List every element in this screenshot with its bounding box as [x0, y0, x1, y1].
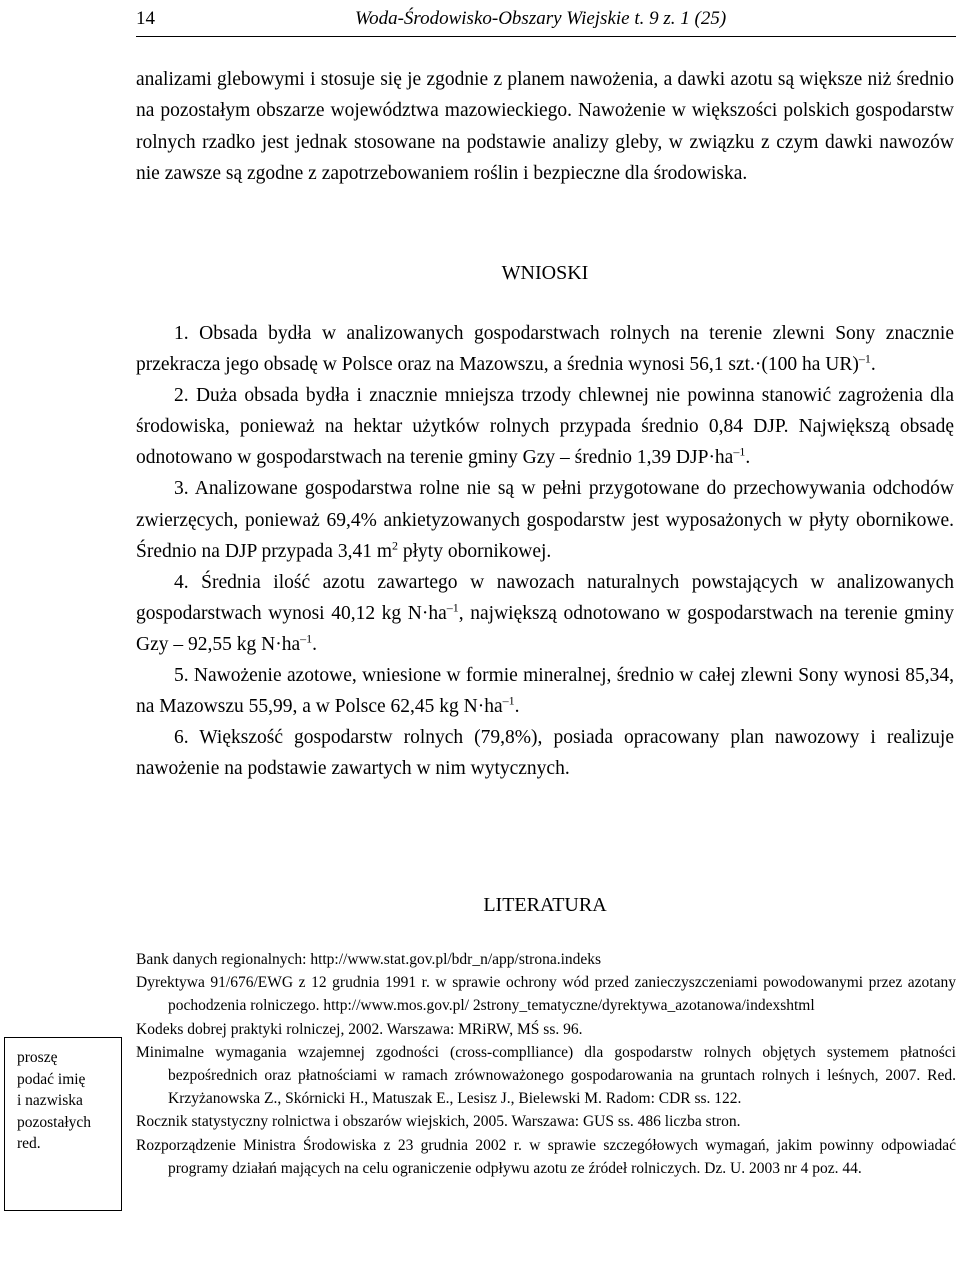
conclusion-item-2: 2. Duża obsada bydła i znacznie mniejsza trzody chlewnej nie powinna stanowić zagrożenia dla środowiska, ponieważ na hektar użytków rolnych przypada średnio 0,84 DJP. Największą obsadę odnotowano w gospodarstwach na terenie gminy Gzy – średnio 1,39 $DJP\cdot ha^{-1}$.: [136, 385, 954, 469]
reference-entry: Kodeks dobrej praktyki rolniczej, 2002. Warszawa: MRiRW, MŚ ss. 96.: [136, 1020, 583, 1038]
conclusion-item-6: 6. Większość gospodarstw rolnych (79,8%), posiada opracowany plan nawozowy i realizuje nawożenie na podstawie zawartych w nim wytycznych.: [136, 727, 954, 780]
intro-text: analizami glebowymi i stosuje się je zgodnie z planem nawożenia, a dawki azotu są większe niż średnio na pozostałym obszarze województwa mazowieckiego. Nawożenie w większości polskich gospodarstw rolnych rzadko jest jednak stosowane na podstawie analizy gleby, w związku z czym dawki nawozów nie zawsze są zgodne z zapotrzebowaniem roślin i bezpieczne dla środowiska.: [136, 69, 954, 184]
reference-entry: Rocznik statystyczny rolnictwa i obszarów wiejskich, 2005. Warszawa: GUS ss. 486 liczba stron.: [136, 1113, 741, 1131]
reference-entry: Bank danych regionalnych: http://www.stat.gov.pl/bdr_n/app/strona.indeks: [136, 951, 602, 968]
note-line: i nazwiska: [17, 1092, 83, 1109]
conclusions-title: WNIOSKI: [501, 262, 589, 284]
note-line: podać imię: [17, 1070, 86, 1088]
reference-entry: Dyrektywa 91/676/EWG z 12 grudnia 1991 r. w sprawie ochrony wód przed zanieczyszczeniami powodowanymi przez azotany pochodzenia rolniczego. http://www.mos.gov.pl/ 2strony_tematyczne/dyrektywa_azotanowa/indexshtml: [136, 974, 956, 1015]
note-line: red.: [17, 1135, 41, 1152]
conclusion-item-1: 1. Obsada bydła w analizowanych gospodarstwach rolnych na terenie zlewni Sony znacznie przekracza jego obsadę w Polsce oraz na Mazowszu, a średnia wynosi 56,1 szt.·(100 ha UR)$^{-1}$.: [136, 323, 954, 376]
intro-paragraph: [136, 64, 954, 189]
note-line: proszę: [17, 1049, 58, 1066]
page-number: 14: [136, 8, 155, 29]
note-line: pozostałych: [17, 1113, 92, 1131]
reference-entry: Rozporządzenie Ministra Środowiska z 23 grudnia 2002 r. w sprawie szczegółowych wymagań, jakim powinny odpowiadać programy działań mających na celu ograniczenie odpływu azotu ze źródeł rolniczych. Dz. U. 2003 nr 4 poz. 44.: [136, 1136, 956, 1177]
reference-entry: Minimalne wymagania wzajemnej zgodności (cross-complliance) dla gospodarstw rolnych objętych systemem płatności bezpośrednich oraz płatnościami w ramach zrównoważonego gospodarowania na gruntach rolnych i leśnych, 2007. Red. Krzyżanowska Z., Skórnicki H., Matuszak E., Lesisz J., Bielewski M. Radom: CDR ss. 122.: [136, 1043, 956, 1108]
conclusion-item-5: 5. Nawożenie azotowe, wniesione w formie mineralnej, średnio w całej zlewni Sony wynosi 85,34, na Mazowszu 55,99, a w Polsce 62,45 kg $N\cdot ha^{-1}$.: [136, 665, 954, 718]
literature-title: LITERATURA: [483, 894, 607, 916]
conclusion-item-3: 3. Analizowane gospodarstwa rolne nie są w pełni przygotowane do przechowywania odchodów zwierzęcych, ponieważ 69,4% ankietyzowanych gospodarstw jest wyposażonych w płyty obornikowe. Średnio na DJP przypada 3,41 $m^2$ płyty obornikowej.: [136, 478, 954, 562]
conclusion-item-4: 4. Średnia ilość azotu zawartego w nawozach naturalnych powstających w analizowanych gospodarstwach wynosi 40,12 kg $N\cdot ha^{-1}$, największą odnotowano w gospodarstwach na terenie gminy Gzy – 92,55 kg $N\cdot ha^{-1}$.: [136, 571, 954, 655]
editor-margin-note: [4, 1037, 122, 1211]
conclusions-list: [136, 318, 954, 784]
running-header: [136, 4, 956, 37]
journal-title: Woda-Środowisko-Obszary Wiejskie t. 9 z. 1 (25): [355, 8, 727, 29]
reference-list: [136, 948, 956, 1180]
